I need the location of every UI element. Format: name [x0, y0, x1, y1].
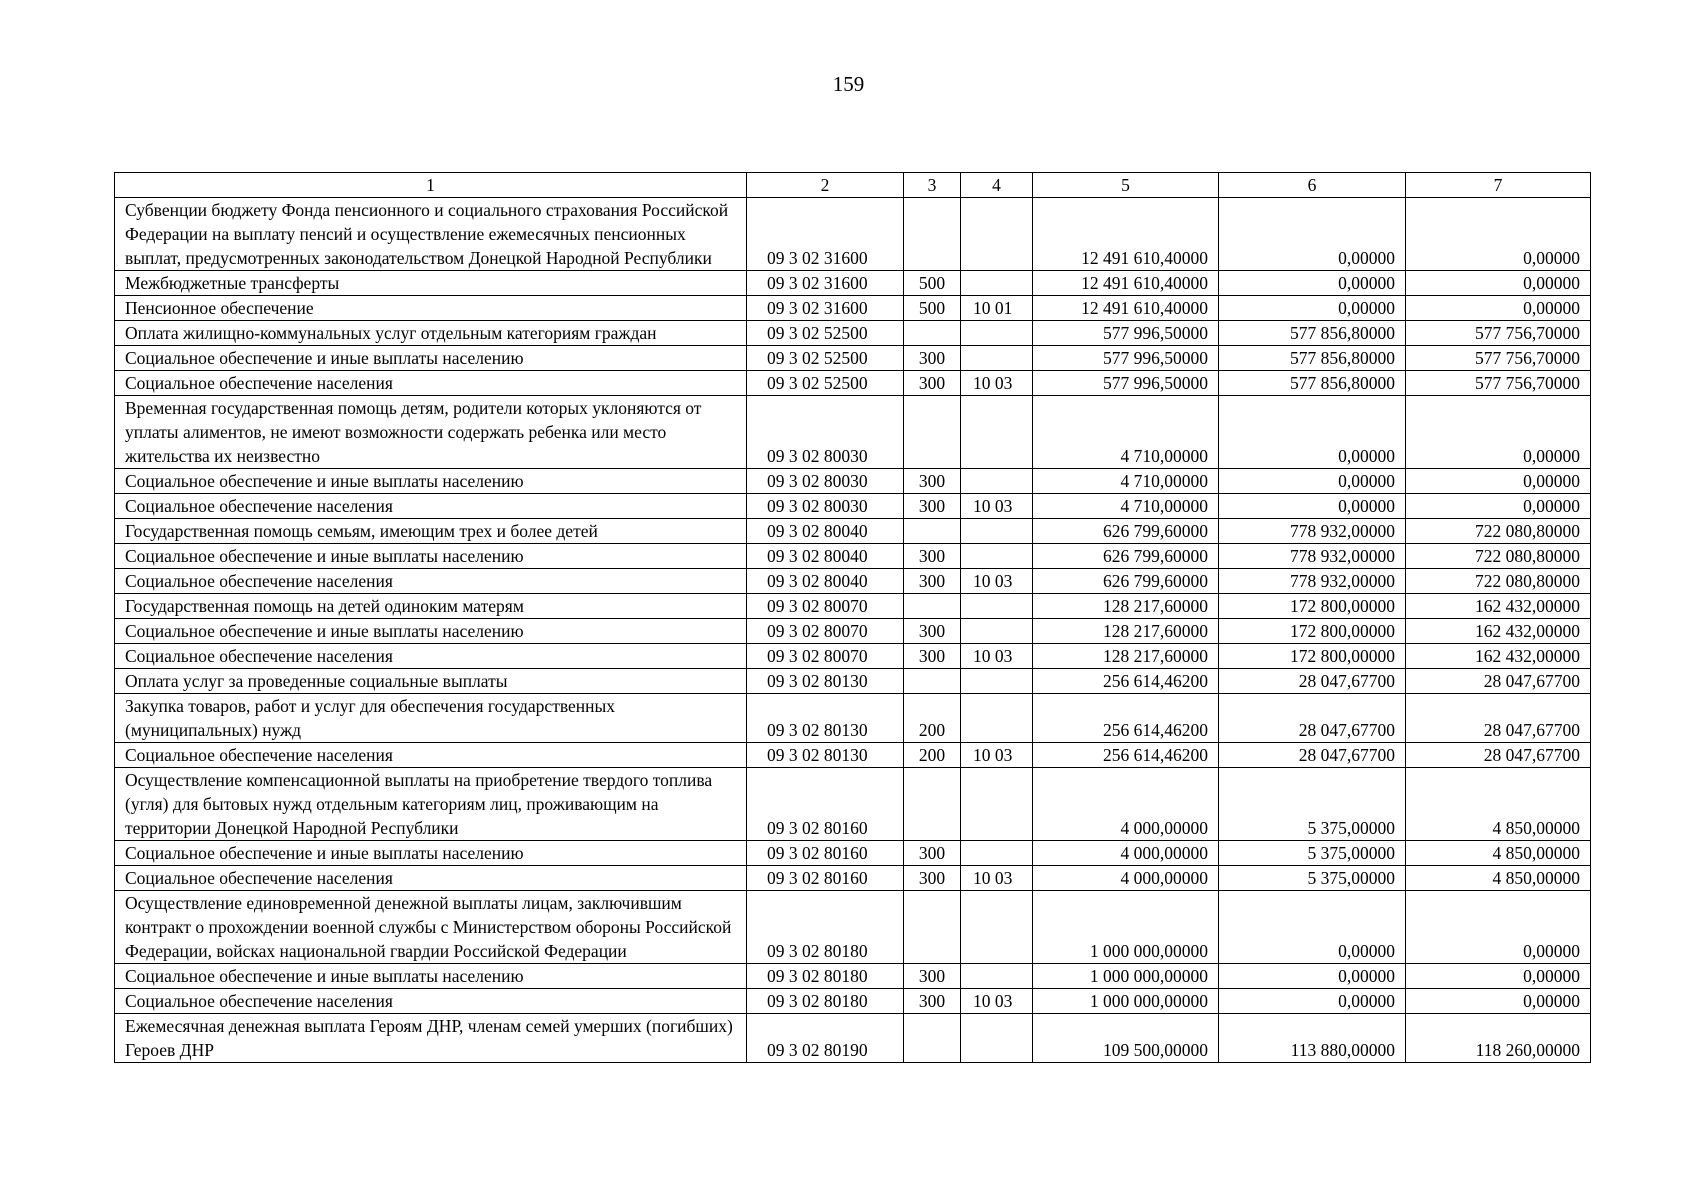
target-article-code-cell: 09 3 02 52500 — [747, 371, 904, 396]
amount-col5-cell: 109 500,00000 — [1033, 1014, 1219, 1063]
row-name-cell: Социальное обеспечение населения — [115, 569, 747, 594]
amount-col7-cell: 4 850,00000 — [1406, 768, 1591, 841]
amount-col7-cell: 722 080,80000 — [1406, 569, 1591, 594]
target-article-code-cell: 09 3 02 80130 — [747, 694, 904, 743]
expense-type-cell: 300 — [904, 989, 961, 1014]
amount-col6-cell: 28 047,67700 — [1219, 669, 1406, 694]
amount-col5-cell: 577 996,50000 — [1033, 346, 1219, 371]
target-article-code-cell: 09 3 02 80190 — [747, 1014, 904, 1063]
section-code-cell — [961, 768, 1033, 841]
table-row — [115, 743, 1591, 768]
amount-col6-cell: 778 932,00000 — [1219, 569, 1406, 594]
amount-col5-cell: 12 491 610,40000 — [1033, 296, 1219, 321]
table-row — [115, 1014, 1591, 1063]
amount-col7-cell: 0,00000 — [1406, 198, 1591, 271]
amount-col5-cell: 256 614,46200 — [1033, 694, 1219, 743]
table-row — [115, 866, 1591, 891]
amount-col6-cell: 172 800,00000 — [1219, 594, 1406, 619]
target-article-code-cell: 09 3 02 80180 — [747, 891, 904, 964]
row-name-cell: Государственная помощь на детей одиноким матерям — [115, 594, 747, 619]
row-name-cell: Социальное обеспечение и иные выплаты населению — [115, 619, 747, 644]
expense-type-cell — [904, 396, 961, 469]
target-article-code-cell: 09 3 02 80030 — [747, 469, 904, 494]
amount-col7-cell: 118 260,00000 — [1406, 1014, 1591, 1063]
section-code-cell: 10 01 — [961, 296, 1033, 321]
amount-col5-cell: 4 000,00000 — [1033, 866, 1219, 891]
amount-col5-cell: 1 000 000,00000 — [1033, 891, 1219, 964]
amount-col5-cell: 128 217,60000 — [1033, 644, 1219, 669]
amount-col5-cell: 1 000 000,00000 — [1033, 964, 1219, 989]
amount-col6-cell: 0,00000 — [1219, 891, 1406, 964]
amount-col6-cell: 5 375,00000 — [1219, 841, 1406, 866]
row-name-cell: Межбюджетные трансферты — [115, 271, 747, 296]
column-header-6: 6 — [1219, 173, 1406, 198]
column-header-5: 5 — [1033, 173, 1219, 198]
amount-col6-cell: 172 800,00000 — [1219, 644, 1406, 669]
amount-col7-cell: 577 756,70000 — [1406, 321, 1591, 346]
expense-type-cell: 500 — [904, 296, 961, 321]
amount-col5-cell: 4 710,00000 — [1033, 469, 1219, 494]
column-header-7: 7 — [1406, 173, 1591, 198]
expense-type-cell: 200 — [904, 743, 961, 768]
row-name-cell: Оплата жилищно-коммунальных услуг отдельным категориям граждан — [115, 321, 747, 346]
section-code-cell — [961, 198, 1033, 271]
budget-table — [114, 172, 1591, 1063]
amount-col7-cell: 577 756,70000 — [1406, 371, 1591, 396]
amount-col5-cell: 4 710,00000 — [1033, 396, 1219, 469]
amount-col7-cell: 722 080,80000 — [1406, 544, 1591, 569]
expense-type-cell — [904, 669, 961, 694]
row-name-cell: Социальное обеспечение и иные выплаты населению — [115, 544, 747, 569]
target-article-code-cell: 09 3 02 80040 — [747, 544, 904, 569]
table-row — [115, 396, 1591, 469]
row-name-cell: Социальное обеспечение и иные выплаты населению — [115, 469, 747, 494]
target-article-code-cell: 09 3 02 80180 — [747, 989, 904, 1014]
section-code-cell — [961, 321, 1033, 346]
amount-col5-cell: 256 614,46200 — [1033, 669, 1219, 694]
table-row — [115, 371, 1591, 396]
amount-col5-cell: 256 614,46200 — [1033, 743, 1219, 768]
table-row — [115, 669, 1591, 694]
target-article-code-cell: 09 3 02 80130 — [747, 669, 904, 694]
row-name-cell: Осуществление единовременной денежной выплаты лицам, заключившим контракт о прохождении военной службы с Министерством обороны Российской Федерации, войсках национальной гвардии Российской Федерации — [115, 891, 747, 964]
amount-col6-cell: 0,00000 — [1219, 296, 1406, 321]
amount-col7-cell: 0,00000 — [1406, 469, 1591, 494]
table-row — [115, 989, 1591, 1014]
row-name-cell: Социальное обеспечение населения — [115, 743, 747, 768]
amount-col5-cell: 128 217,60000 — [1033, 619, 1219, 644]
amount-col5-cell: 12 491 610,40000 — [1033, 198, 1219, 271]
amount-col7-cell: 28 047,67700 — [1406, 743, 1591, 768]
section-code-cell — [961, 519, 1033, 544]
target-article-code-cell: 09 3 02 80030 — [747, 396, 904, 469]
target-article-code-cell: 09 3 02 80040 — [747, 519, 904, 544]
section-code-cell: 10 03 — [961, 494, 1033, 519]
table-row — [115, 768, 1591, 841]
amount-col7-cell: 28 047,67700 — [1406, 669, 1591, 694]
amount-col6-cell: 5 375,00000 — [1219, 866, 1406, 891]
section-code-cell — [961, 619, 1033, 644]
amount-col6-cell: 28 047,67700 — [1219, 743, 1406, 768]
section-code-cell — [961, 271, 1033, 296]
amount-col7-cell: 0,00000 — [1406, 296, 1591, 321]
row-name-cell: Социальное обеспечение населения — [115, 644, 747, 669]
amount-col6-cell: 28 047,67700 — [1219, 694, 1406, 743]
expense-type-cell: 300 — [904, 371, 961, 396]
target-article-code-cell: 09 3 02 80070 — [747, 644, 904, 669]
section-code-cell — [961, 1014, 1033, 1063]
amount-col6-cell: 778 932,00000 — [1219, 544, 1406, 569]
amount-col6-cell: 172 800,00000 — [1219, 619, 1406, 644]
section-code-cell: 10 03 — [961, 644, 1033, 669]
row-name-cell: Субвенции бюджету Фонда пенсионного и социального страхования Российской Федерации на выплату пенсий и осуществление ежемесячных пенсионных выплат, предусмотренных законодательством Донецкой Народной Республики — [115, 198, 747, 271]
row-name-cell: Социальное обеспечение населения — [115, 371, 747, 396]
expense-type-cell — [904, 519, 961, 544]
table-row — [115, 469, 1591, 494]
row-name-cell: Социальное обеспечение и иные выплаты населению — [115, 964, 747, 989]
table-row — [115, 891, 1591, 964]
amount-col7-cell: 4 850,00000 — [1406, 866, 1591, 891]
amount-col6-cell: 778 932,00000 — [1219, 519, 1406, 544]
expense-type-cell — [904, 768, 961, 841]
target-article-code-cell: 09 3 02 31600 — [747, 198, 904, 271]
table-row — [115, 569, 1591, 594]
section-code-cell — [961, 669, 1033, 694]
amount-col7-cell: 162 432,00000 — [1406, 594, 1591, 619]
row-name-cell: Социальное обеспечение и иные выплаты населению — [115, 841, 747, 866]
target-article-code-cell: 09 3 02 80180 — [747, 964, 904, 989]
amount-col5-cell: 12 491 610,40000 — [1033, 271, 1219, 296]
row-name-cell: Осуществление компенсационной выплаты на приобретение твердого топлива (угля) для бытовых нужд отдельным категориям лиц, проживающим на территории Донецкой Народной Республики — [115, 768, 747, 841]
target-article-code-cell: 09 3 02 80070 — [747, 594, 904, 619]
target-article-code-cell: 09 3 02 80160 — [747, 866, 904, 891]
section-code-cell — [961, 964, 1033, 989]
table-header-row — [115, 173, 1591, 198]
section-code-cell — [961, 346, 1033, 371]
table-row — [115, 346, 1591, 371]
amount-col6-cell: 0,00000 — [1219, 989, 1406, 1014]
table-row — [115, 964, 1591, 989]
amount-col6-cell: 0,00000 — [1219, 198, 1406, 271]
section-code-cell — [961, 544, 1033, 569]
section-code-cell — [961, 469, 1033, 494]
amount-col7-cell: 0,00000 — [1406, 396, 1591, 469]
amount-col6-cell: 0,00000 — [1219, 494, 1406, 519]
table-row — [115, 694, 1591, 743]
expense-type-cell: 200 — [904, 694, 961, 743]
amount-col6-cell: 577 856,80000 — [1219, 321, 1406, 346]
table-row — [115, 321, 1591, 346]
amount-col7-cell: 0,00000 — [1406, 271, 1591, 296]
row-name-cell: Государственная помощь семьям, имеющим трех и более детей — [115, 519, 747, 544]
row-name-cell: Ежемесячная денежная выплата Героям ДНР, членам семей умерших (погибших) Героев ДНР — [115, 1014, 747, 1063]
target-article-code-cell: 09 3 02 80070 — [747, 619, 904, 644]
target-article-code-cell: 09 3 02 31600 — [747, 271, 904, 296]
expense-type-cell — [904, 321, 961, 346]
expense-type-cell: 300 — [904, 644, 961, 669]
table-body — [115, 198, 1591, 1063]
section-code-cell: 10 03 — [961, 989, 1033, 1014]
expense-type-cell: 300 — [904, 346, 961, 371]
row-name-cell: Социальное обеспечение населения — [115, 866, 747, 891]
column-header-1: 1 — [115, 173, 747, 198]
table-row — [115, 494, 1591, 519]
amount-col5-cell: 4 000,00000 — [1033, 841, 1219, 866]
amount-col6-cell: 577 856,80000 — [1219, 371, 1406, 396]
row-name-cell: Социальное обеспечение населения — [115, 494, 747, 519]
amount-col6-cell: 577 856,80000 — [1219, 346, 1406, 371]
expense-type-cell: 300 — [904, 964, 961, 989]
expense-type-cell: 300 — [904, 866, 961, 891]
section-code-cell — [961, 694, 1033, 743]
section-code-cell — [961, 594, 1033, 619]
expense-type-cell: 300 — [904, 494, 961, 519]
section-code-cell — [961, 841, 1033, 866]
column-header-3: 3 — [904, 173, 961, 198]
table-row — [115, 271, 1591, 296]
amount-col5-cell: 577 996,50000 — [1033, 321, 1219, 346]
amount-col7-cell: 4 850,00000 — [1406, 841, 1591, 866]
expense-type-cell: 500 — [904, 271, 961, 296]
row-name-cell: Социальное обеспечение населения — [115, 989, 747, 1014]
expense-type-cell — [904, 594, 961, 619]
expense-type-cell — [904, 198, 961, 271]
section-code-cell: 10 03 — [961, 743, 1033, 768]
amount-col7-cell: 28 047,67700 — [1406, 694, 1591, 743]
table-row — [115, 644, 1591, 669]
target-article-code-cell: 09 3 02 52500 — [747, 346, 904, 371]
table-row — [115, 519, 1591, 544]
table-row — [115, 619, 1591, 644]
amount-col6-cell: 0,00000 — [1219, 271, 1406, 296]
amount-col7-cell: 0,00000 — [1406, 494, 1591, 519]
target-article-code-cell: 09 3 02 80040 — [747, 569, 904, 594]
expense-type-cell: 300 — [904, 569, 961, 594]
table-row — [115, 296, 1591, 321]
amount-col5-cell: 626 799,60000 — [1033, 519, 1219, 544]
amount-col5-cell: 1 000 000,00000 — [1033, 989, 1219, 1014]
amount-col5-cell: 128 217,60000 — [1033, 594, 1219, 619]
amount-col7-cell: 0,00000 — [1406, 964, 1591, 989]
target-article-code-cell: 09 3 02 80160 — [747, 768, 904, 841]
amount-col6-cell: 0,00000 — [1219, 469, 1406, 494]
amount-col7-cell: 162 432,00000 — [1406, 644, 1591, 669]
page-number: 159 — [832, 72, 865, 96]
amount-col7-cell: 722 080,80000 — [1406, 519, 1591, 544]
amount-col7-cell: 0,00000 — [1406, 989, 1591, 1014]
column-header-4: 4 — [961, 173, 1033, 198]
table-row — [115, 841, 1591, 866]
amount-col7-cell: 162 432,00000 — [1406, 619, 1591, 644]
amount-col5-cell: 626 799,60000 — [1033, 569, 1219, 594]
target-article-code-cell: 09 3 02 31600 — [747, 296, 904, 321]
row-name-cell: Оплата услуг за проведенные социальные выплаты — [115, 669, 747, 694]
row-name-cell: Пенсионное обеспечение — [115, 296, 747, 321]
amount-col6-cell: 5 375,00000 — [1219, 768, 1406, 841]
expense-type-cell: 300 — [904, 544, 961, 569]
table-row — [115, 594, 1591, 619]
amount-col6-cell: 113 880,00000 — [1219, 1014, 1406, 1063]
row-name-cell: Закупка товаров, работ и услуг для обеспечения государственных (муниципальных) нужд — [115, 694, 747, 743]
table-row — [115, 198, 1591, 271]
expense-type-cell: 300 — [904, 469, 961, 494]
target-article-code-cell: 09 3 02 52500 — [747, 321, 904, 346]
target-article-code-cell: 09 3 02 80130 — [747, 743, 904, 768]
amount-col5-cell: 577 996,50000 — [1033, 371, 1219, 396]
amount-col5-cell: 4 000,00000 — [1033, 768, 1219, 841]
amount-col6-cell: 0,00000 — [1219, 964, 1406, 989]
expense-type-cell: 300 — [904, 841, 961, 866]
expense-type-cell: 300 — [904, 619, 961, 644]
column-header-2: 2 — [747, 173, 904, 198]
section-code-cell: 10 03 — [961, 371, 1033, 396]
section-code-cell: 10 03 — [961, 569, 1033, 594]
row-name-cell: Социальное обеспечение и иные выплаты населению — [115, 346, 747, 371]
expense-type-cell — [904, 891, 961, 964]
table-row — [115, 544, 1591, 569]
amount-col7-cell: 0,00000 — [1406, 891, 1591, 964]
row-name-cell: Временная государственная помощь детям, родители которых уклоняются от уплаты алиментов, не имеют возможности содержать ребенка или место жительства их неизвестно — [115, 396, 747, 469]
section-code-cell: 10 03 — [961, 866, 1033, 891]
amount-col5-cell: 4 710,00000 — [1033, 494, 1219, 519]
section-code-cell — [961, 396, 1033, 469]
amount-col6-cell: 0,00000 — [1219, 396, 1406, 469]
amount-col5-cell: 626 799,60000 — [1033, 544, 1219, 569]
target-article-code-cell: 09 3 02 80030 — [747, 494, 904, 519]
target-article-code-cell: 09 3 02 80160 — [747, 841, 904, 866]
amount-col7-cell: 577 756,70000 — [1406, 346, 1591, 371]
section-code-cell — [961, 891, 1033, 964]
expense-type-cell — [904, 1014, 961, 1063]
